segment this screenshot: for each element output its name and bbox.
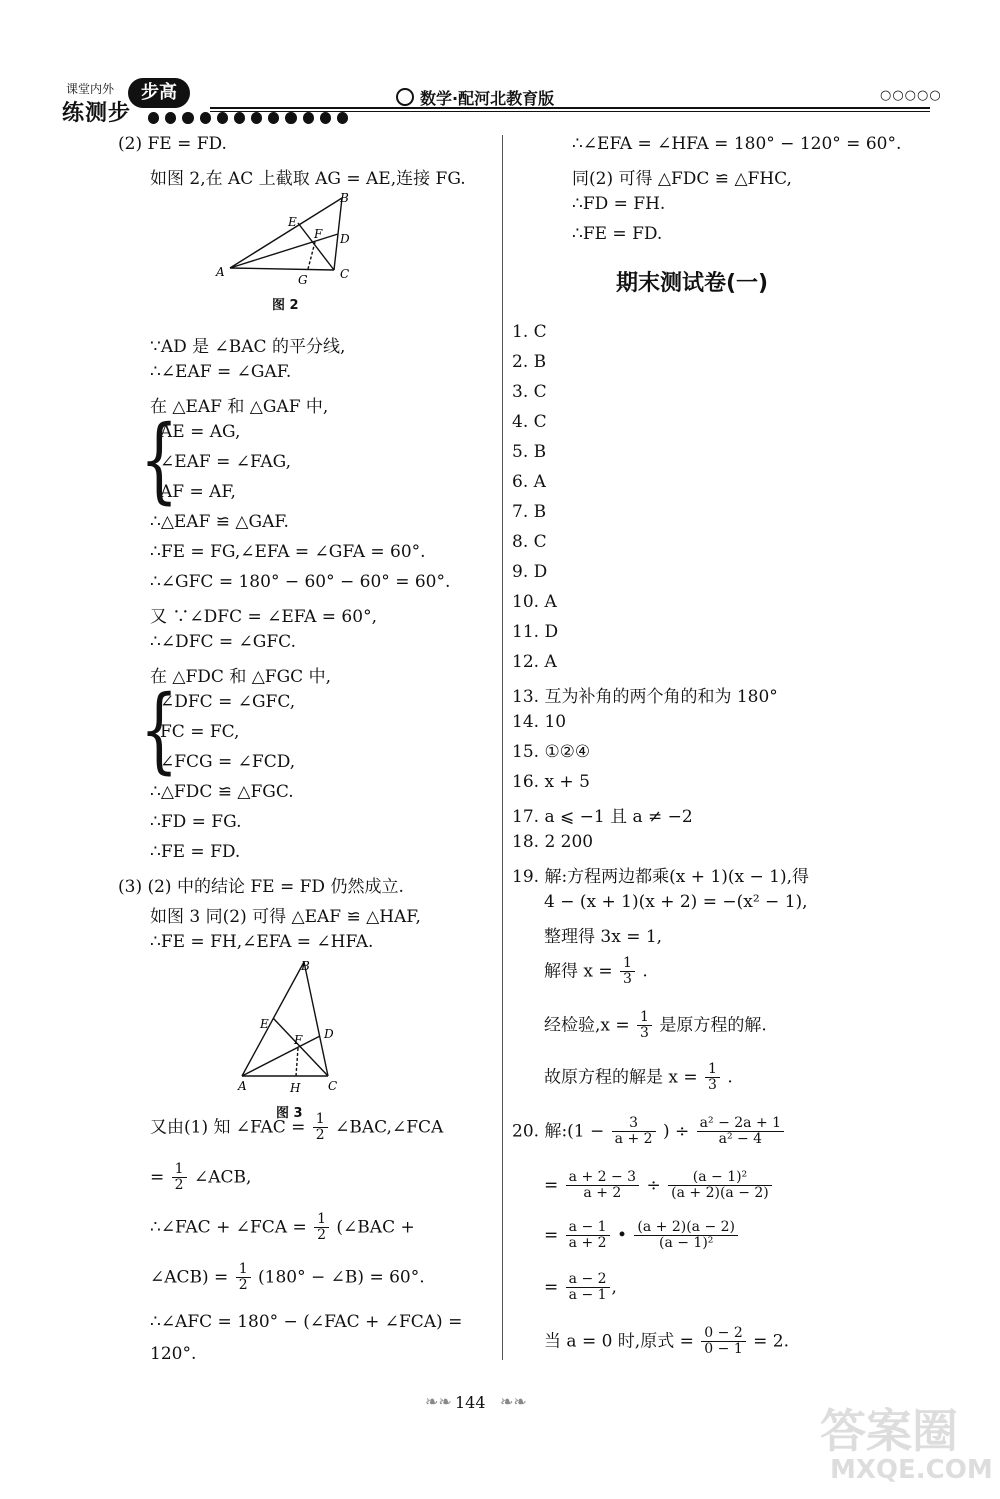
right-line: ∴FD = FH.	[572, 194, 666, 214]
fraction: $\frac{\text{(a − 1)²}}{(a + 2)(a - 2)}$	[668, 1170, 772, 1202]
left-line: 如图 2,在 AC 上截取 AG = AE,连接 FG.	[150, 169, 466, 189]
answer-item: 18. 2 200	[512, 832, 594, 852]
left-line: ∴∠AFC = 180° − (∠FAC + ∠FCA) =	[150, 1312, 463, 1332]
system-brace: {	[140, 406, 179, 515]
text-part: 当 a = 0 时,原式 =	[544, 1331, 694, 1352]
header-rule-thin	[210, 111, 930, 112]
column-divider	[502, 135, 503, 1360]
subject-icon	[396, 88, 414, 106]
exam-title: 期末测试卷(一)	[616, 271, 769, 296]
text-part: = 2.	[753, 1331, 790, 1352]
left-line: ∴FD = FG.	[150, 812, 242, 832]
left-line: ∠DFC = ∠GFC,	[160, 692, 296, 712]
answer-item: 7. B	[512, 502, 547, 522]
fig3-label-H: H	[290, 1081, 301, 1094]
right-line: 同(2) 可得 △FDC ≌ △FHC,	[572, 169, 792, 189]
text-part: ) ÷	[662, 1121, 690, 1142]
page-number: 144	[455, 1393, 486, 1412]
text-part: ∠BAC,∠FCA	[335, 1117, 444, 1138]
text-part: 解得 x =	[544, 961, 613, 982]
answer-item: 3. C	[512, 382, 547, 402]
text-part: ∠ACB) =	[150, 1267, 229, 1288]
right-line: ∴FE = FD.	[572, 224, 663, 244]
left-line: ∠EAF = ∠FAG,	[160, 452, 291, 472]
fig2-label-F: F	[314, 227, 323, 241]
fig3-label-F: F	[294, 1033, 303, 1047]
answer-item: 13. 互为补角的两个角的和为 180°	[512, 687, 778, 707]
page-ornament-left: ❧❧	[425, 1392, 452, 1411]
answer-item: 1. C	[512, 322, 547, 342]
answer-item: 6. A	[512, 472, 546, 492]
left-line: 在 △FDC 和 △FGC 中,	[150, 667, 331, 687]
watermark-url: MXQE.COM	[830, 1455, 993, 1485]
left-line: ∵AD 是 ∠BAC 的平分线,	[150, 337, 346, 357]
q20-line	[512, 1116, 786, 1148]
fraction: $\frac{1}{2}$	[172, 1162, 187, 1194]
answer-item: 2. B	[512, 352, 547, 372]
fraction: $\frac{\text{a² − 2a + 1}}{\text{a² − 4}}$	[697, 1116, 784, 1148]
right-line: ∴∠EFA = ∠HFA = 180° − 120° = 60°.	[572, 134, 902, 154]
fraction: $\frac{1}{3}$	[705, 1062, 720, 1094]
left-line: ∴△FDC ≌ △FGC.	[150, 782, 294, 802]
answer-item: 12. A	[512, 652, 557, 672]
fig3-label-C: C	[328, 1079, 338, 1093]
left-line: ∴FE = FG,∠EFA = ∠GFA = 60°.	[150, 542, 426, 562]
left-line: 如图 3 同(2) 可得 △EAF ≌ △HAF,	[150, 907, 421, 927]
left-line: (3) (2) 中的结论 FE = FD 仍然成立.	[118, 877, 404, 897]
answer-item: 9. D	[512, 562, 548, 582]
fig3-label-B: B	[301, 959, 310, 973]
left-line: 120°.	[150, 1344, 197, 1364]
figure-3-caption: 图 3	[276, 1106, 303, 1121]
text-part: (∠BAC +	[336, 1217, 415, 1238]
brand-logo-text: 练测步	[62, 101, 132, 126]
left-line: ∴FE = FH,∠EFA = ∠HFA.	[150, 932, 374, 952]
answer-item: 11. D	[512, 622, 559, 642]
text-part: ∴∠FAC + ∠FCA =	[150, 1217, 307, 1238]
fraction: $\frac{a - 1}{a + 2}$	[566, 1220, 610, 1252]
figure-2-caption: 图 2	[272, 298, 299, 313]
fraction: $\frac{a + 2 - 3}{a + 2}$	[566, 1170, 639, 1202]
fraction: $\frac{3}{a + 2}$	[612, 1116, 656, 1148]
left-line: AF = AF,	[160, 482, 236, 502]
fraction: $\frac{(a + 2)(a - 2)}{\text{(a − 1)²}}$	[634, 1220, 738, 1252]
q20-line: = $\frac{a - 2}{a - 1}$ ,	[544, 1271, 617, 1304]
fraction: $\frac{a - 2}{a - 1}$	[566, 1272, 610, 1304]
subject-title	[396, 86, 554, 109]
text-part: (180° − ∠B) = 60°.	[258, 1267, 425, 1288]
q20-line: = $\frac{a - 1}{a + 2}$ • $\frac{(a + 2)(a - 2)}{\text{(a − 1)²}}$	[544, 1220, 740, 1252]
header-dots	[148, 112, 348, 124]
answer-item: 14. 10	[512, 712, 567, 732]
q19-line-fraction	[544, 1062, 733, 1094]
text-part: =	[150, 1167, 165, 1188]
header-ornament: ○○○○○	[880, 88, 942, 103]
q20-line	[544, 1326, 789, 1358]
q19-line-fraction	[544, 1010, 767, 1042]
text-part: 经检验,x =	[544, 1015, 630, 1036]
fig2-label-G: G	[298, 273, 308, 287]
left-line: ∴∠EAF = ∠GAF.	[150, 362, 292, 382]
fraction: $\frac{0 - 2}{0 - 1}$	[701, 1326, 745, 1358]
page-ornament-right: ❧❧	[500, 1392, 527, 1411]
text-part: .	[642, 961, 648, 982]
figure-2	[210, 190, 370, 290]
left-line: ∴△EAF ≌ △GAF.	[150, 512, 289, 532]
answer-item: 5. B	[512, 442, 547, 462]
q20-line: = $\frac{a + 2 - 3}{a + 2}$ ÷ $\frac{\text{(a − 1)²}}{(a + 2)(a - 2)}$	[544, 1170, 774, 1202]
left-line-fraction	[150, 1212, 415, 1244]
answer-item: 8. C	[512, 532, 547, 552]
page-header	[0, 0, 1000, 125]
text-part: 又由(1) 知 ∠FAC =	[150, 1117, 306, 1138]
watermark: 答案圈	[820, 1404, 958, 1458]
fraction: $\frac{1}{2}$	[313, 1112, 328, 1144]
text-part: 20. 解:(1 −	[512, 1121, 605, 1142]
fraction: $\frac{1}{2}$	[236, 1262, 251, 1294]
fig2-label-D: D	[340, 232, 350, 246]
fraction: $\frac{1}{3}$	[637, 1010, 652, 1042]
subject-text: 数学·配河北教育版	[420, 89, 555, 108]
header-rule	[210, 107, 930, 109]
fig2-label-C: C	[340, 267, 350, 281]
fraction: $\frac{1}{3}$	[620, 956, 635, 988]
left-line: ∠FCG = ∠FCD,	[160, 752, 296, 772]
q19-line: 19. 解:方程两边都乘(x + 1)(x − 1),得	[512, 867, 810, 887]
answer-item: 15. ①②④	[512, 742, 591, 762]
left-line: 又 ∵∠DFC = ∠EFA = 60°,	[150, 607, 377, 627]
q19-line: 4 − (x + 1)(x + 2) = −(x² − 1),	[544, 892, 808, 912]
fraction: $\frac{1}{2}$	[314, 1212, 329, 1244]
left-line: ∴∠GFC = 180° − 60° − 60° = 60°.	[150, 572, 451, 592]
left-line-fraction	[150, 1262, 425, 1294]
answer-item: 4. C	[512, 412, 547, 432]
fig2-label-E: E	[288, 215, 297, 229]
fig2-label-B: B	[340, 191, 349, 205]
text-part: .	[727, 1067, 733, 1088]
left-line: (2) FE = FD.	[118, 134, 227, 154]
left-line: AE = AG,	[160, 422, 241, 442]
fig3-label-D: D	[324, 1027, 334, 1041]
system-brace: {	[140, 676, 179, 785]
q19-line-fraction	[544, 956, 648, 988]
fig3-label-E: E	[260, 1017, 269, 1031]
text-part: ∠ACB,	[193, 1167, 252, 1188]
text-part: 是原方程的解.	[659, 1015, 767, 1036]
q19-line: 整理得 3x = 1,	[544, 927, 663, 947]
answer-item: 16. x + 5	[512, 772, 590, 792]
left-line: 在 △EAF 和 △GAF 中,	[150, 397, 329, 417]
left-line-fraction	[150, 1112, 443, 1144]
fig3-label-A: A	[238, 1079, 247, 1093]
left-line: FC = FC,	[160, 722, 240, 742]
left-line-fraction	[150, 1162, 251, 1194]
fig2-label-A: A	[216, 265, 225, 279]
left-line: ∴FE = FD.	[150, 842, 241, 862]
brand-badge: 步高	[128, 78, 190, 108]
answer-item: 17. a ⩽ −1 且 a ≠ −2	[512, 807, 693, 827]
text-part: 故原方程的解是 x =	[544, 1067, 698, 1088]
brand-top-text: 课堂内外	[66, 82, 115, 96]
answer-item: 10. A	[512, 592, 557, 612]
left-line: ∴∠DFC = ∠GFC.	[150, 632, 296, 652]
figure-3	[228, 956, 358, 1094]
